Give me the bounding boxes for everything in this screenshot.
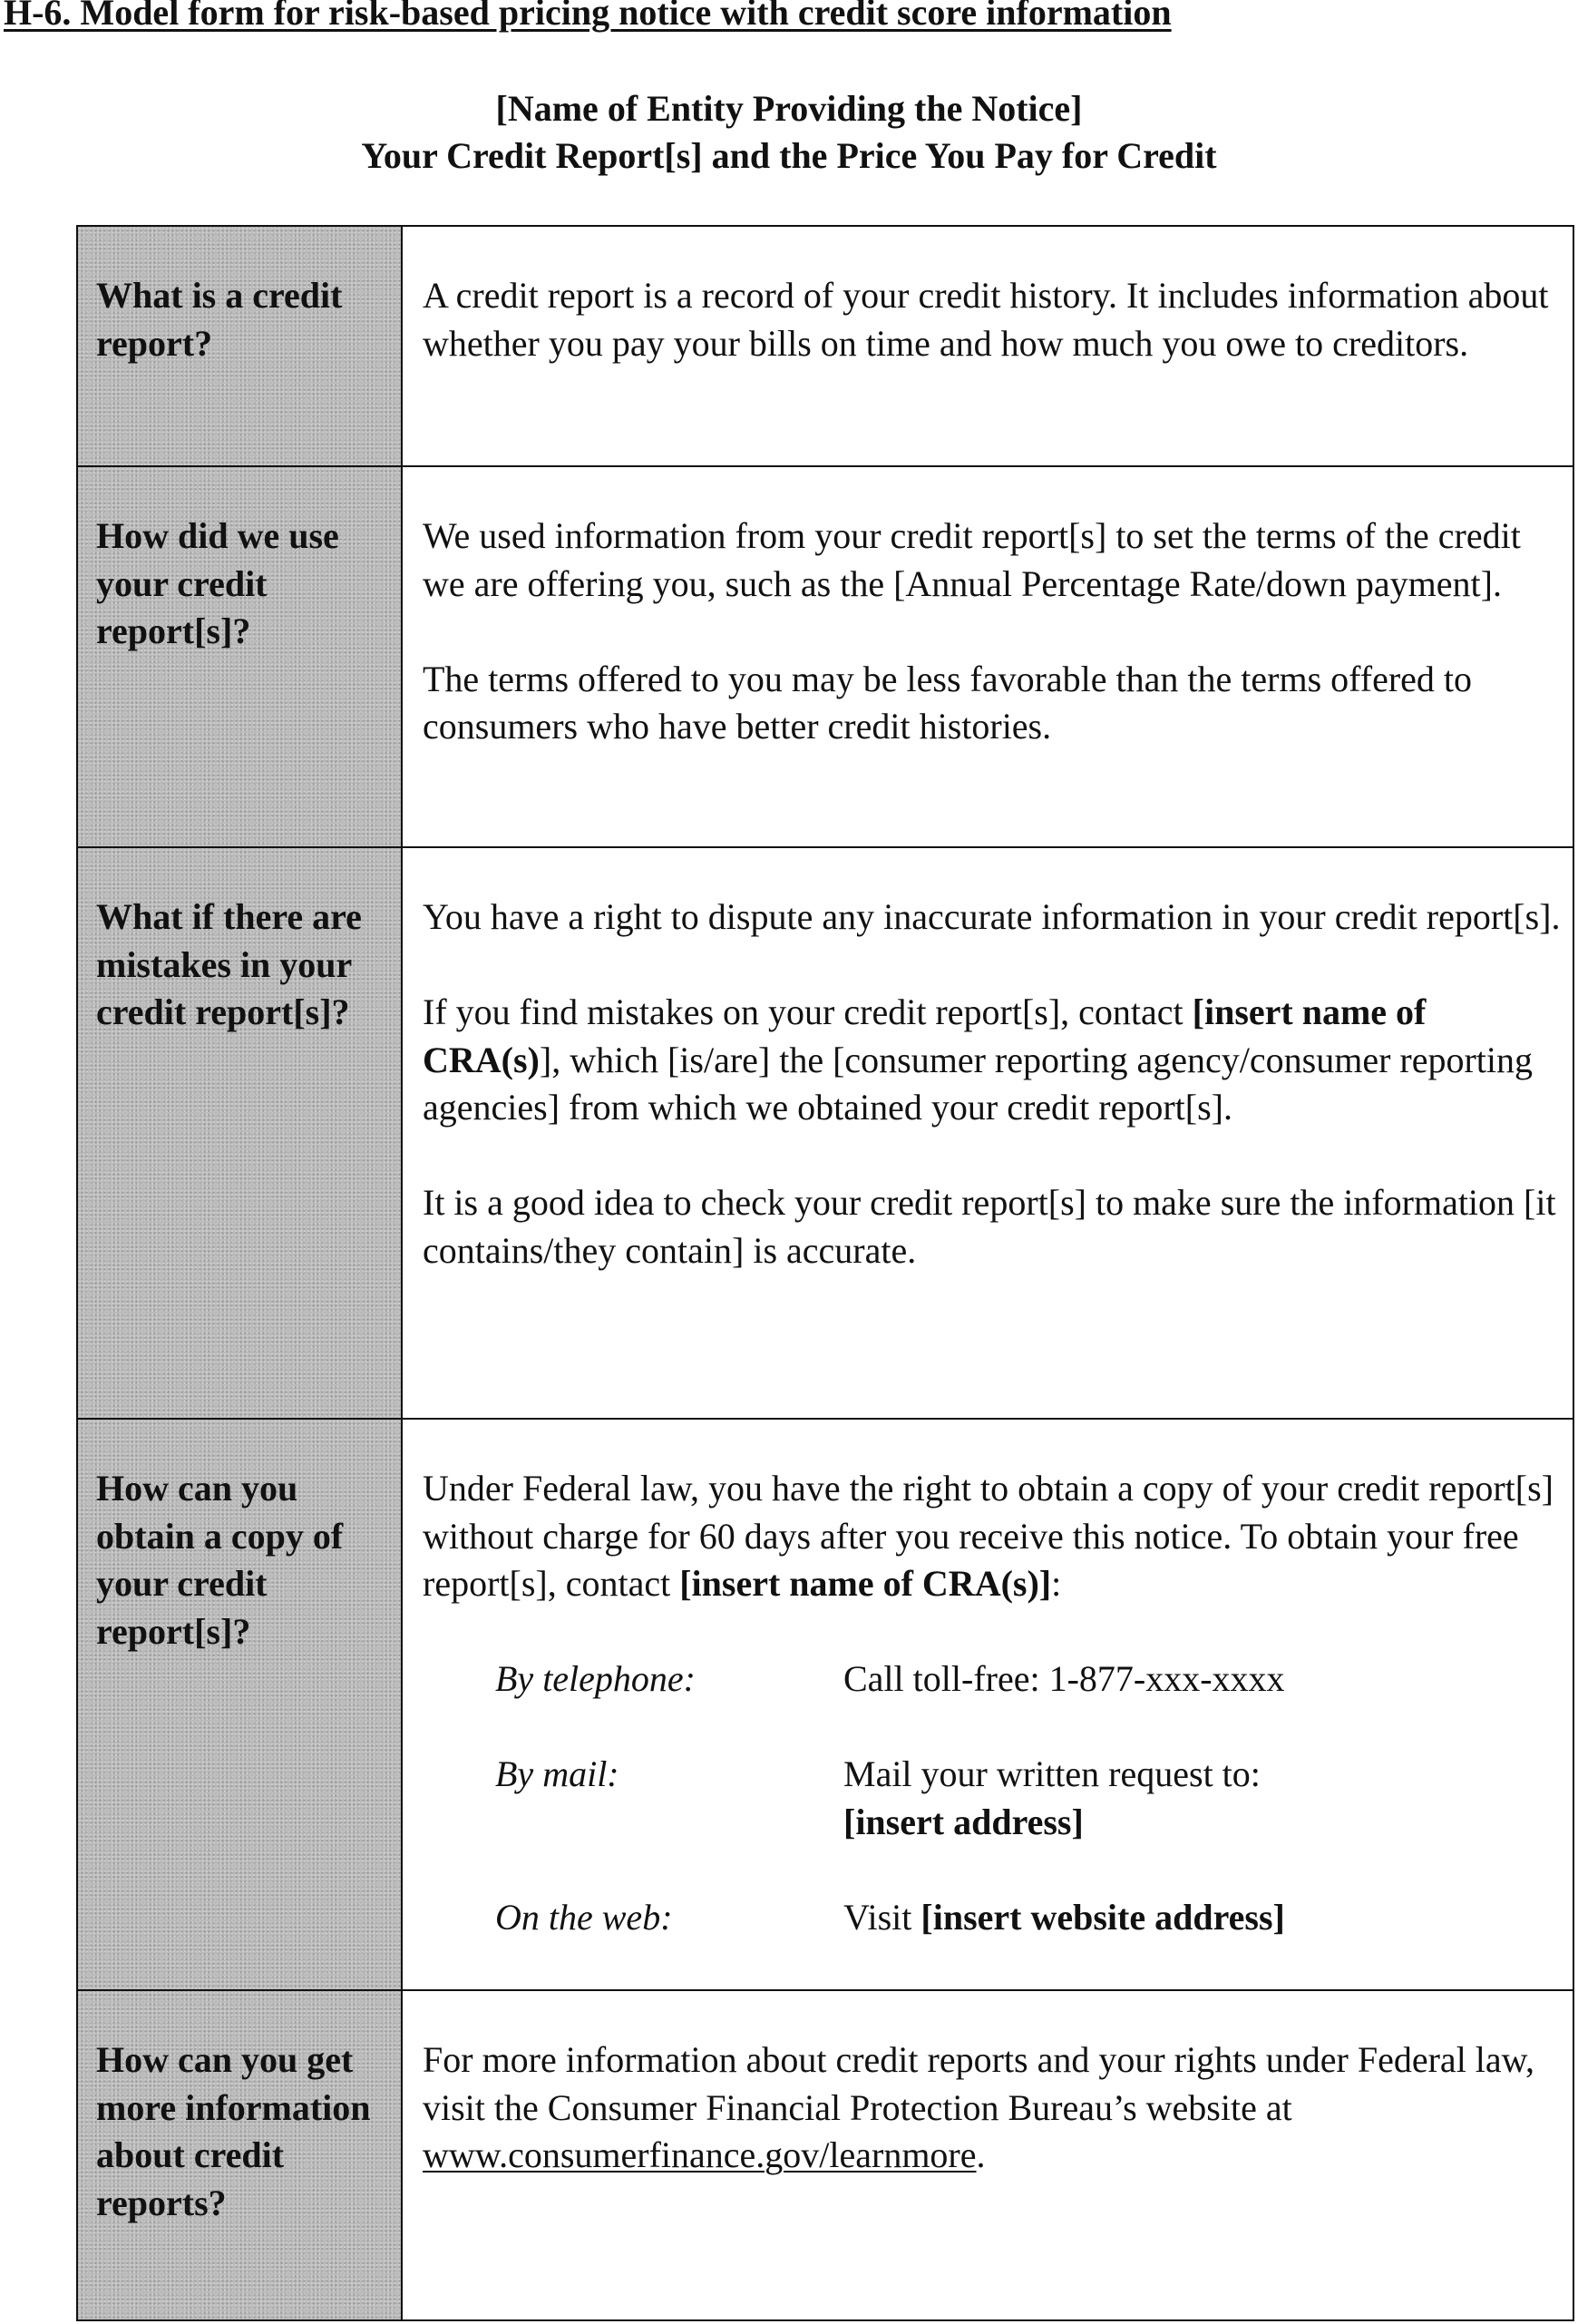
- paragraph: [423, 989, 1562, 1132]
- row-label: How did we use your credit report[s]?: [78, 467, 403, 846]
- row-mistakes: [78, 846, 1573, 1418]
- row-content: [403, 1991, 1573, 2319]
- row-more-information: [78, 1989, 1573, 2319]
- contact-method-label: By mail:: [495, 1753, 619, 1794]
- paragraph: [423, 2036, 1562, 2180]
- text-segment: Under Federal law, you have the right to obtain a copy of your credit report[s] without charge for 60 days after you receive this notice. To obtain your free report[s], contact: [423, 1468, 1554, 1604]
- contact-detail: [843, 1751, 1562, 1846]
- text-segment: ], which [is/are] the [consumer reporting agency/consumer reporting agencies] from which we obtained your credit report[s].: [423, 1039, 1534, 1128]
- contact-method-label: On the web:: [495, 1896, 673, 1938]
- paragraph: We used information from your credit report[s] to set the terms of the credit we are offering you, such as the [Annual Percentage Rate/down payment].: [423, 515, 1521, 604]
- notice-table: [76, 225, 1574, 2321]
- learnmore-link[interactable]: www.consumerfinance.gov/learnmore: [423, 2134, 977, 2175]
- website-placeholder: [insert website address]: [920, 1896, 1285, 1938]
- row-what-is-credit-report: [78, 227, 1573, 465]
- row-label: What if there are mistakes in your credit report[s]?: [78, 848, 403, 1418]
- row-label: How can you obtain a copy of your credit report[s]?: [78, 1420, 403, 1989]
- paragraph: You have a right to dispute any inaccurate information in your credit report[s].: [423, 896, 1561, 937]
- notice-subtitle: Your Credit Report[s] and the Price You Pay for Credit: [361, 135, 1217, 176]
- paragraph: A credit report is a record of your credit history. It includes information about whether you pay your bills on time and how much you owe to creditors.: [423, 275, 1549, 364]
- paragraph: The terms offered to you may be less favorable than the terms offered to consumers who have better credit histories.: [423, 658, 1473, 747]
- contact-method-label: By telephone:: [495, 1658, 696, 1699]
- text-segment: :: [1051, 1563, 1062, 1604]
- row-content: [403, 467, 1573, 846]
- contact-telephone: [423, 1655, 1562, 1704]
- text-segment: Visit: [843, 1896, 921, 1938]
- contact-web: [423, 1894, 1562, 1942]
- contact-methods: [423, 1655, 1562, 1941]
- paragraph: [423, 1465, 1562, 1608]
- mail-instruction: Mail your written request to:: [843, 1753, 1261, 1794]
- document-heading: H-6. Model form for risk-based pricing notice with credit score information: [4, 0, 1172, 33]
- contact-detail: Call toll-free: 1-877-xxx-xxxx: [843, 1658, 1285, 1699]
- cra-name-placeholder: [insert name of CRA(s)]: [679, 1563, 1052, 1604]
- entity-name-placeholder: [Name of Entity Providing the Notice]: [495, 88, 1083, 129]
- row-label: What is a credit report?: [78, 227, 403, 465]
- text-segment: .: [976, 2134, 986, 2175]
- row-content: [403, 1420, 1573, 1989]
- paragraph: It is a good idea to check your credit report[s] to make sure the information [it contains/they contain] is accurate.: [423, 1182, 1556, 1271]
- contact-detail: [843, 1894, 1562, 1942]
- notice-title: [0, 85, 1578, 180]
- address-placeholder: [insert address]: [843, 1801, 1084, 1842]
- text-segment: If you find mistakes on your credit report[s], contact: [423, 991, 1193, 1032]
- cra-name-placeholder: [insert name of CRA(s): [423, 991, 1427, 1080]
- contact-mail: [423, 1751, 1562, 1846]
- row-obtain-copy: [78, 1418, 1573, 1989]
- text-segment: For more information about credit reports and your rights under Federal law, visit the Consumer Financial Protection Bureau’s website at: [423, 2039, 1534, 2128]
- row-how-did-we-use: [78, 465, 1573, 846]
- row-label: How can you get more information about credit reports?: [78, 1991, 403, 2319]
- row-content: [403, 848, 1573, 1418]
- row-content: [403, 227, 1573, 465]
